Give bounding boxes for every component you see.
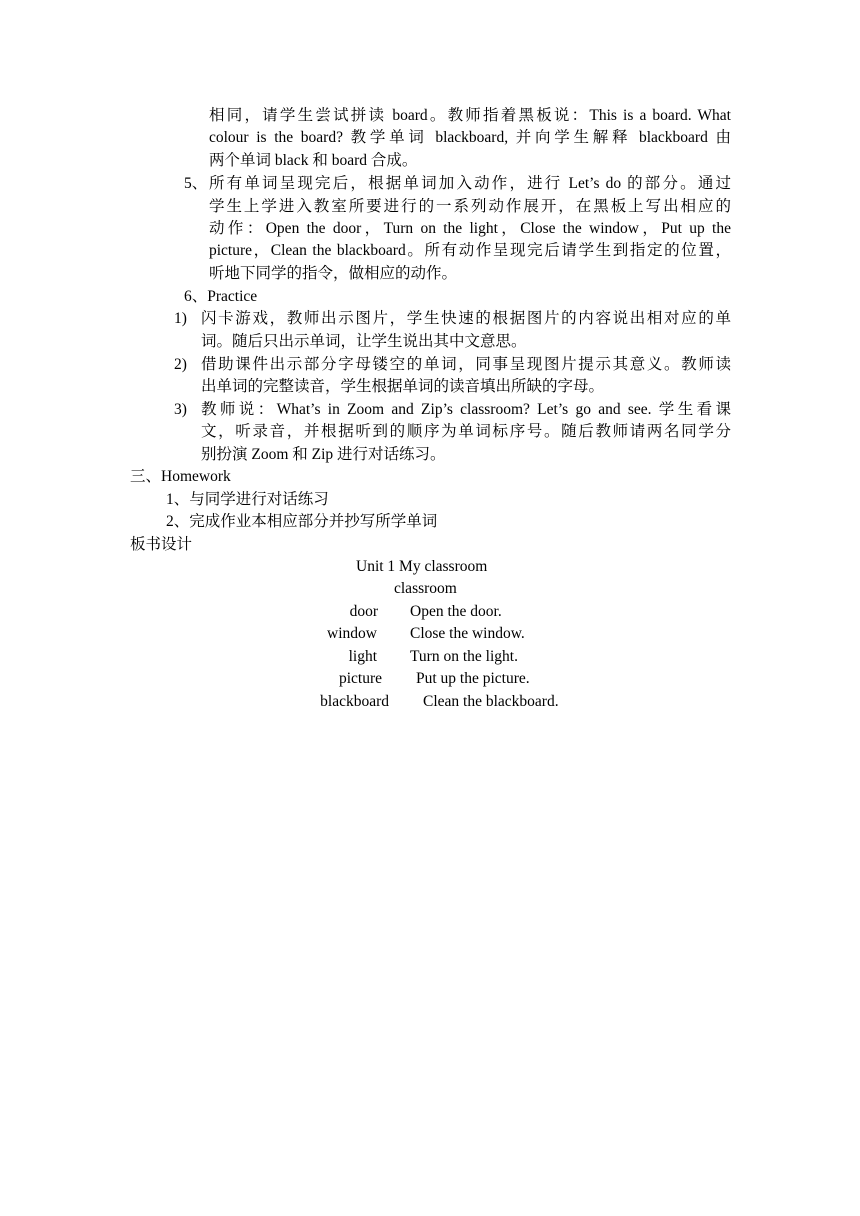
board-phrase-picture: Put up the picture. xyxy=(416,670,530,687)
step5-line-5: 听地下同学的指令，做相应的动作。 xyxy=(209,265,458,282)
practice-3-line-2: 文，听录音，并根据听到的顺序为单词标序号。随后教师请两名同学分 xyxy=(201,423,731,440)
step4-line-3: 两个单词 black 和 board 合成。 xyxy=(209,152,418,169)
homework-item-2: 2、完成作业本相应部分并抄写所学单词 xyxy=(166,513,438,530)
step6-heading: 6、Practice xyxy=(184,288,258,305)
board-word-blackboard: blackboard xyxy=(320,693,389,710)
board-title: Unit 1 My classroom xyxy=(356,558,488,575)
board-phrase-blackboard: Clean the blackboard. xyxy=(423,693,559,710)
step5-line-3: 动作：Open the door，Turn on the light，Close the window，Put up the xyxy=(209,220,731,237)
practice-1-number: 1) xyxy=(174,310,187,327)
step5-line-2: 学生上学进入教室所要进行的一系列动作展开，在黑板上写出相应的 xyxy=(209,198,731,215)
homework-item-1: 1、与同学进行对话练习 xyxy=(166,491,329,508)
board-word-window: window xyxy=(327,625,377,642)
board-subtitle: classroom xyxy=(394,580,457,597)
step4-line-1: 相同，请学生尝试拼读 board。教师指着黑板说：This is a board. What xyxy=(209,107,731,124)
step4-line-2: colour is the board? 教学单词 blackboard, 并向学生解释 blackboard 由 xyxy=(209,129,731,146)
board-word-door: door xyxy=(349,603,378,620)
board-word-picture: picture xyxy=(338,670,382,687)
practice-1-line-2: 词。随后只出示单词，让学生说出其中文意思。 xyxy=(201,333,527,350)
board-phrase-light: Turn on the light. xyxy=(410,648,518,665)
board-phrase-door: Open the door. xyxy=(410,603,502,620)
board-heading: 板书设计 xyxy=(130,536,193,553)
practice-2-line-2: 出单词的完整读音，学生根据单词的读音填出所缺的字母。 xyxy=(201,378,605,395)
step5-line-1: 所有单词呈现完后，根据单词加入动作，进行 Let’s do 的部分。通过 xyxy=(209,175,731,192)
board-word-light: light xyxy=(348,648,377,665)
practice-3-line-3: 别扮演 Zoom 和 Zip 进行对话练习。 xyxy=(201,446,446,463)
practice-1-line-1: 闪卡游戏，教师出示图片，学生快速的根据图片的内容说出相对应的单 xyxy=(201,310,731,327)
board-phrase-window: Close the window. xyxy=(410,625,525,642)
practice-3-number: 3) xyxy=(174,401,187,418)
step5-number: 5、 xyxy=(184,175,208,192)
practice-2-number: 2) xyxy=(174,356,187,373)
practice-2-line-1: 借助课件出示部分字母镂空的单词，同事呈现图片提示其意义。教师读 xyxy=(201,356,731,373)
practice-3-line-1: 教师说：What’s in Zoom and Zip’s classroom? Let’s go and see. 学生看课 xyxy=(201,401,731,418)
homework-heading: 三、Homework xyxy=(130,468,231,485)
step5-line-4: picture，Clean the blackboard。所有动作呈现完后请学生到指定的位置， xyxy=(209,242,731,259)
